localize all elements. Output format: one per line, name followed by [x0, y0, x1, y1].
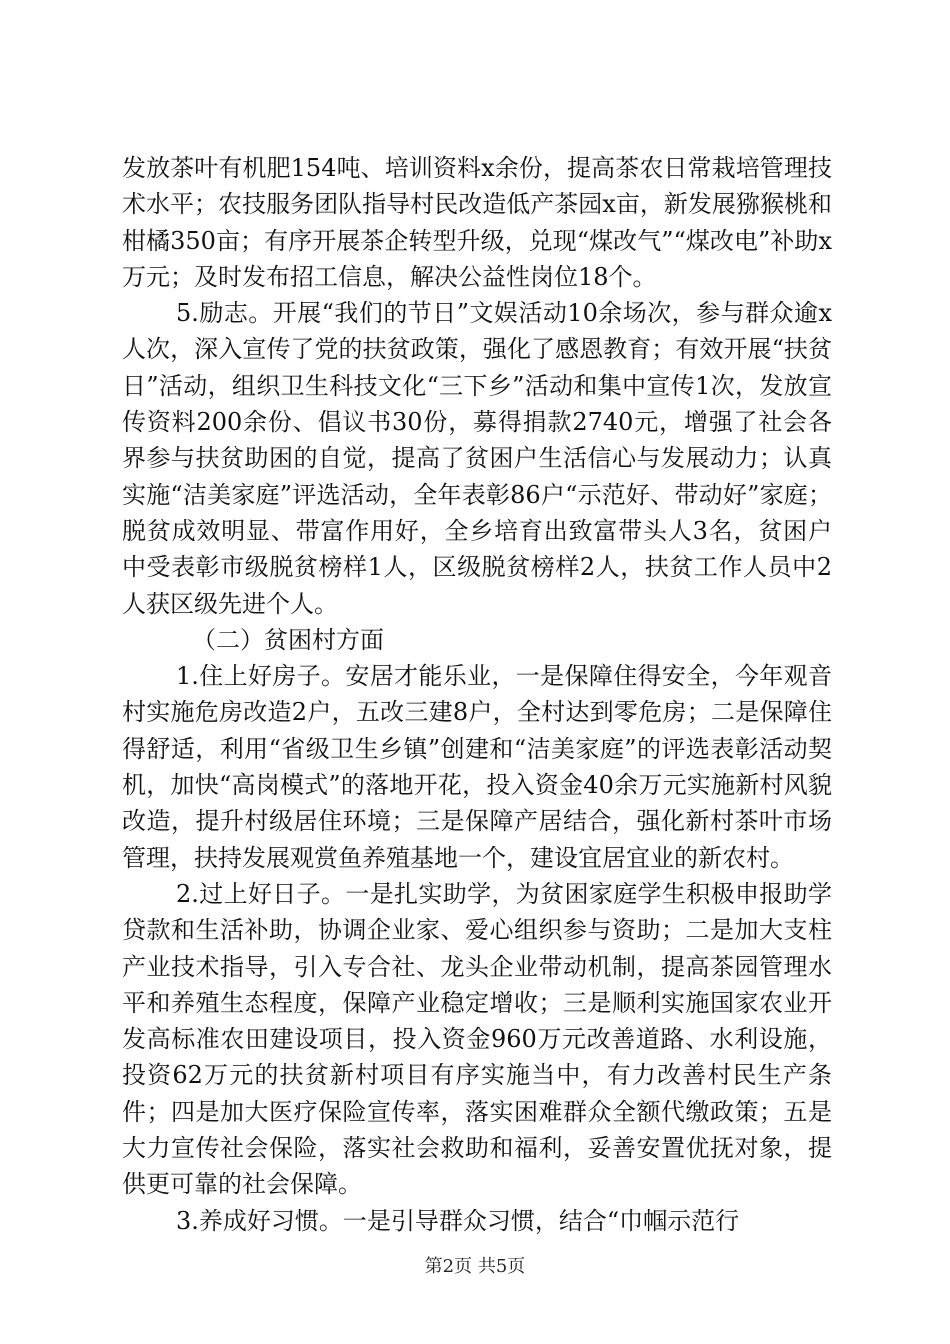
- section-heading-poor-villages: （二）贫困村方面: [192, 625, 384, 654]
- paragraph-good-habits: 3.养成好习惯。一是引导群众习惯，结合“巾帼示范行: [176, 1206, 740, 1235]
- document-body: [122, 150, 832, 1239]
- paragraph-housing: 1.住上好房子。安居才能乐业，一是保障住得安全，今年观音村实施危房改造2户，五改三建8户，全村达到零危房；二是保障住得舒适，利用“省级卫生乡镇”创建和“洁美家庭”的评选表彰活动契机，加快“高岗模式”的落地开花，投入资金40余万元实施新村风貌改造，提升村级居住环境；三是保障产居结合，强化新村茶叶市场管理，扶持发展观赏鱼养殖基地一个，建设宜居宜业的新农村。: [122, 662, 832, 872]
- page-number-footer: 第2页 共5页: [424, 1256, 526, 1277]
- paragraph-encouragement: 5.励志。开展“我们的节日”文娱活动10余场次，参与群众逾x人次，深入宣传了党的扶贫政策，强化了感恩教育；有效开展“扶贫日”活动，组织卫生科技文化“三下乡”活动和集中宣传1次，发放宣传资料200余份、倡议书30份，募得捐款2740元，增强了社会各界参与扶贫助困的自觉，提高了贫困户生活信心与发展动力；认真实施“洁美家庭”评选活动，全年表彰86户“示范好、带动好”家庭；脱贫成效明显、带富作用好，全乡培育出致富带头人3名，贫困户中受表彰市级脱贫榜样1人，区级脱贫榜样2人，扶贫工作人员中2人获区级先进个人。: [122, 299, 832, 618]
- paragraph-good-life: 2.过上好日子。一是扎实助学，为贫困家庭学生积极申报助学贷款和生活补助，协调企业家、爱心组织参与资助；二是加大支柱产业技术指导，引入专合社、龙头企业带动机制，提高茶园管理水平和养殖生态程度，保障产业稳定增收；三是顺利实施国家农业开发高标准农田建设项目，投入资金960万元改善道路、水利设施，投资62万元的扶贫新村项目有序实施当中，有力改善村民生产条件；四是加大医疗保险宣传率，落实困难群众全额代缴政策；五是大力宣传社会保险，落实社会救助和福利，妥善安置优抚对象，提供更可靠的社会保障。: [122, 879, 832, 1199]
- paragraph-fertilizer-training: 发放茶叶有机肥154吨、培训资料x余份，提高茶农日常栽培管理技术水平；农技服务团队指导村民改造低产茶园x亩，新发展猕猴桃和柑橘350亩；有序开展茶企转型升级，兑现“煤改气”“煤改电”补助x万元；及时发布招工信息，解决公益性岗位18个。: [122, 154, 832, 291]
